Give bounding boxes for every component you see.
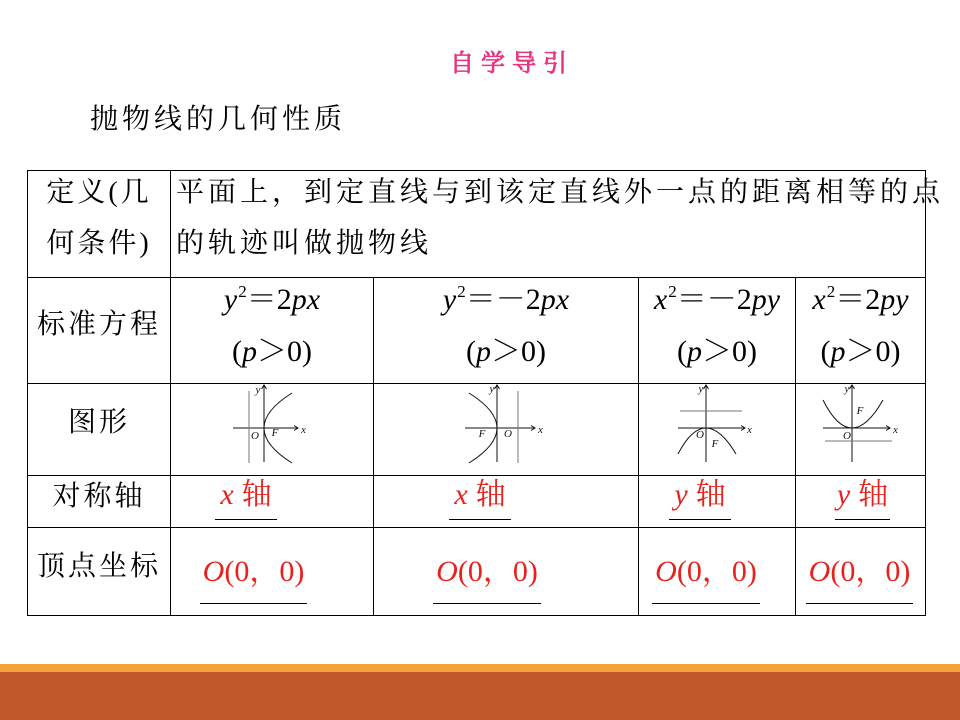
parabola-graph-opens-left — [374, 384, 638, 475]
equation-variables: px — [540, 283, 570, 316]
equation-coefficient: 2 — [276, 283, 292, 316]
equation-exponent: 2 — [457, 282, 466, 301]
parabola-curve — [823, 400, 883, 428]
equation-coefficient: 2 — [736, 283, 752, 316]
equation-variables: py — [751, 283, 781, 316]
symmetry-axis-answer — [669, 477, 731, 520]
equation-variables: px — [291, 283, 321, 316]
equation-cell-2 — [374, 278, 639, 384]
equation-variable: y — [223, 283, 238, 316]
equation-variable: x — [812, 283, 826, 316]
condition-rest: ＞0) — [257, 335, 312, 368]
equation-variables: py — [880, 283, 909, 316]
y-axis-label: y — [489, 383, 495, 395]
equation-sign: ＝ — [835, 283, 866, 316]
equation-condition — [374, 334, 638, 370]
vertex-label-cell — [28, 528, 171, 616]
y-axis-label: y — [255, 384, 261, 396]
y-axis-label: y — [698, 383, 704, 395]
x-axis-label: x — [538, 424, 543, 436]
parabola-curve — [678, 428, 736, 454]
equation-variable: x — [653, 283, 668, 316]
equation-condition — [171, 334, 373, 370]
axis-word: 轴 — [695, 478, 726, 511]
vertex-coordinates: (0，0) — [830, 555, 911, 588]
axis-word: 轴 — [858, 478, 889, 511]
focus-label: F — [271, 427, 279, 439]
equation-variable: y — [442, 283, 457, 316]
condition-variable: p — [687, 335, 702, 368]
equation-cell-1 — [171, 278, 374, 384]
origin-label: O — [504, 428, 512, 440]
symmetry-axis-label-cell — [28, 476, 171, 528]
symmetry-axis-answer — [449, 477, 511, 520]
equation-exponent: 2 — [668, 282, 677, 301]
condition-variable: p — [830, 335, 846, 368]
y-axis-label: y — [844, 383, 850, 395]
equation-cell-3 — [639, 278, 796, 384]
condition-rest: ＞0) — [845, 335, 901, 368]
equation-cell-4 — [796, 278, 926, 384]
symmetry-axis-answer — [215, 477, 277, 520]
axis-word: 轴 — [475, 478, 506, 511]
symmetry-axis-label: 对称轴 — [52, 481, 146, 512]
graph-cell-1 — [171, 384, 374, 476]
origin-label: O — [843, 430, 851, 442]
focus-label: F — [478, 428, 486, 440]
equation-text — [171, 282, 373, 318]
condition-variable: p — [476, 335, 491, 368]
standard-equation-label: 标准方程 — [36, 309, 161, 340]
definition-text-line-1: 平面上，到定直线与到该定直线外一点的距离相等的点 — [176, 177, 945, 208]
condition-variable: p — [242, 335, 257, 368]
symmetry-axis-cell-3 — [639, 476, 796, 528]
x-axis-label: x — [301, 424, 306, 436]
vertex-label: 顶点坐标 — [36, 551, 161, 582]
vertex-cell-3 — [639, 528, 796, 616]
equation-sign: ＝－ — [465, 283, 526, 316]
vertex-point-name: O — [436, 555, 458, 588]
parabola-properties-table — [27, 170, 945, 616]
section-title: 自学导引 — [450, 51, 574, 77]
vertex-answer — [806, 554, 913, 604]
vertex-cell-2 — [374, 528, 639, 616]
focus-label: F — [711, 438, 719, 450]
graph-label-cell — [28, 384, 171, 476]
equation-text — [639, 282, 795, 318]
vertex-point-name: O — [655, 555, 677, 588]
graph-cell-3 — [639, 384, 796, 476]
axis-variable: x — [454, 478, 468, 511]
condition-open: ( — [466, 335, 476, 368]
bottom-band — [0, 672, 960, 720]
condition-open: ( — [820, 335, 831, 368]
standard-equation-label-cell — [28, 278, 171, 384]
axis-variable: y — [674, 478, 688, 511]
vertex-point-name: O — [808, 555, 831, 588]
topic-title: 抛物线的几何性质 — [90, 104, 347, 135]
parabola-graph-opens-up — [796, 384, 925, 475]
definition-label-line-2: 何条件) — [46, 228, 152, 259]
equation-coefficient: 2 — [865, 283, 881, 316]
vertex-point-name: O — [202, 555, 225, 588]
symmetry-axis-cell-4 — [796, 476, 926, 528]
condition-open: ( — [232, 335, 242, 368]
vertex-cell-1 — [171, 528, 374, 616]
equation-sign: ＝ — [246, 283, 277, 316]
equation-condition — [796, 334, 925, 370]
condition-rest: ＞0) — [491, 335, 546, 368]
symmetry-axis-cell-2 — [374, 476, 639, 528]
axis-word: 轴 — [241, 478, 272, 511]
graph-label: 图形 — [67, 407, 130, 438]
equation-sign: ＝－ — [676, 283, 737, 316]
vertex-coordinates: (0，0) — [224, 555, 305, 588]
vertex-coordinates: (0，0) — [457, 555, 538, 588]
symmetry-axis-cell-1 — [171, 476, 374, 528]
origin-label: O — [251, 430, 259, 442]
bottom-accent-stripe — [0, 664, 960, 672]
equation-text — [374, 282, 638, 318]
condition-open: ( — [677, 335, 687, 368]
origin-label: O — [696, 429, 704, 441]
equation-condition — [639, 334, 795, 370]
definition-text-cell — [171, 171, 945, 278]
definition-label-cell — [28, 171, 171, 278]
x-axis-label: x — [747, 424, 752, 436]
equation-exponent: 2 — [826, 282, 836, 301]
vertex-cell-4 — [796, 528, 926, 616]
equation-coefficient: 2 — [525, 283, 541, 316]
axis-variable: x — [220, 478, 234, 511]
graph-cell-2 — [374, 384, 639, 476]
vertex-answer — [200, 554, 307, 604]
equation-exponent: 2 — [238, 282, 247, 301]
parabola-graph-opens-right — [171, 384, 373, 475]
graph-cell-4 — [796, 384, 926, 476]
axis-variable: y — [836, 478, 851, 511]
condition-rest: ＞0) — [702, 335, 757, 368]
vertex-answer — [433, 554, 541, 604]
vertex-coordinates: (0，0) — [676, 555, 757, 588]
equation-text — [796, 282, 925, 318]
parabola-graph-opens-down — [639, 384, 795, 475]
x-axis-label: x — [893, 424, 898, 436]
definition-text-line-2: 的轨迹叫做抛物线 — [176, 228, 433, 259]
vertex-answer — [652, 554, 760, 604]
focus-label: F — [856, 405, 864, 417]
definition-label-line-1: 定义(几 — [46, 177, 152, 208]
symmetry-axis-answer — [835, 477, 890, 520]
